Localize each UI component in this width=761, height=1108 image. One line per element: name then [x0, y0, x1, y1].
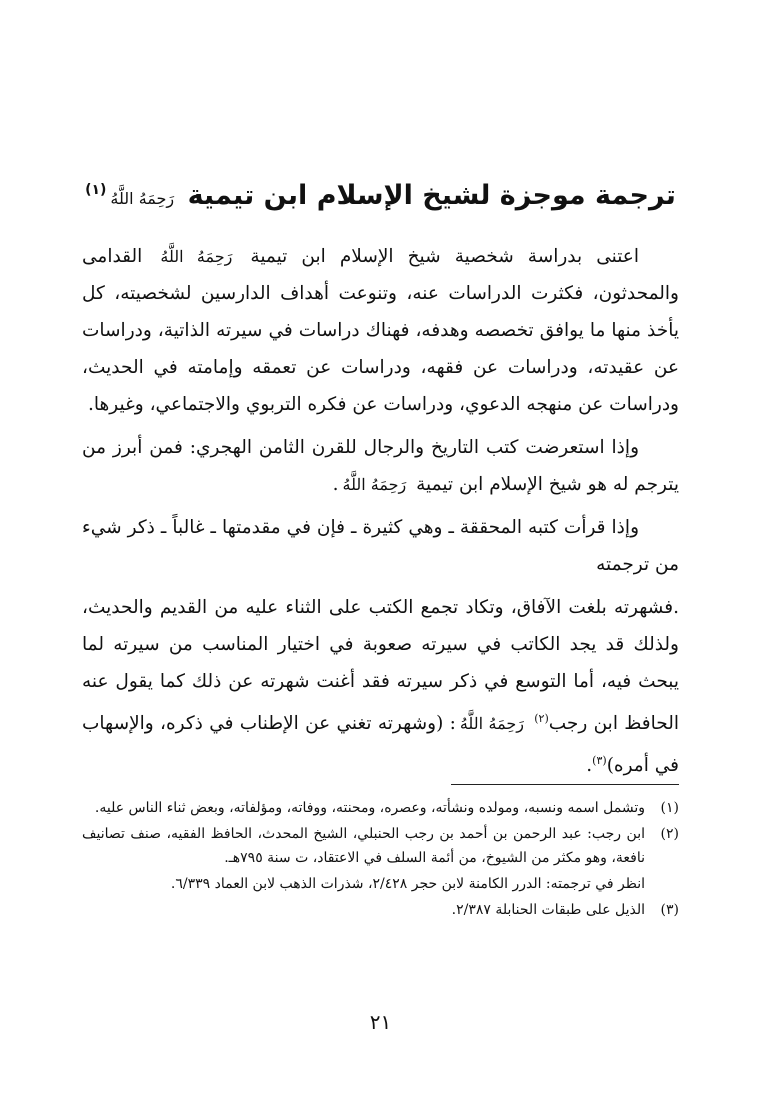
footnote-2-text: ابن رجب: عبد الرحمن بن أحمد بن رجب الحنبلي، الشيخ المحدث، الحافظ الفقيه، صنف تصانيف نافعة، وهو مكثر من الشيوخ، من أئمة السلف في الاعتقاد، ت سنة ٧٩٥هـ.: [82, 826, 645, 866]
paragraph-4: [82, 589, 679, 784]
footnote-2-number: (٢): [660, 826, 679, 842]
footnote-1: [82, 796, 679, 820]
paragraph-1-part1: اعتنى بدراسة شخصية شيخ الإسلام ابن تيمية: [250, 246, 639, 267]
paragraph-2: [82, 429, 679, 503]
paragraph-2-part1: وإذا استعرضت كتب التاريخ والرجال للقرن الثامن الهجري: فمن أبرز من يترجم له هو شيخ الإسلام ابن تيمية: [82, 437, 679, 495]
paragraph-4-part1: .فشهرته بلغت الآفاق، وتكاد تجمع الكتب على الثناء عليه من القديم والحديث، ولذلك قد يجد الكاتب في سيرته صعوبة في اختيار المناسب من سيرته لما يبحث فيه، أما التوسع في ذكر سيرته فقد أغنت شهرته عن ذلك كما يقول عنه الحافظ ابن رجب: [82, 597, 679, 735]
footnote-2-sources: انظر في ترجمته: الدرر الكامنة لابن حجر ٢/٤٢٨، شذرات الذهب لابن العماد ٦/٣٣٩.: [170, 876, 645, 892]
footnote-3: [82, 898, 679, 922]
paragraph-4-part3: .: [586, 755, 593, 777]
paragraph-1-part2: القدامى والمحدثون، فكثرت الدراسات عنه، وتنوعت أهداف الدارسين لشخصيته، كل يأخذ منها ما يوافق تخصصه وهدفه، فهناك دراسات في سيرته الذاتية، ودراسات عن عقيدته، ودراسات عن فقهه، ودراسات عن تعمقه وإمامته في الحديث، ودراسات عن منهجه الدعوي، ودراسات عن فكره التربوي والاجتماعي، وغيرها.: [82, 246, 679, 415]
title-footnote-ref: (١): [85, 182, 107, 199]
title-honorific: رَحِمَهُ اللَّهُ: [110, 189, 175, 209]
paragraph-1-honorific: رَحِمَهُ اللَّهُ: [160, 247, 233, 266]
footnote-1-number: (١): [660, 800, 679, 816]
footnote-ref-2: (٢): [534, 712, 549, 725]
footnote-ref-3: (٣): [592, 754, 607, 768]
paragraph-4-part2: : (وشهرته تغني عن الإطناب في ذكره، والإسهاب في أمره): [82, 713, 679, 777]
footnote-3-text: الذيل على طبقات الحنابلة ٢/٣٨٧.: [451, 902, 645, 918]
footnote-2: [82, 822, 679, 870]
footnotes: [82, 796, 679, 924]
body-text: [82, 238, 679, 790]
paragraph-4-honorific: رَحِمَهُ اللَّهُ: [459, 714, 524, 734]
paragraph-1: [82, 238, 679, 423]
title-text: ترجمة موجزة لشيخ الإسلام ابن تيمية: [187, 180, 676, 212]
footnote-1-text: وتشمل اسمه ونسبه، ومولده ونشأته، وعصره، ومحنته، ووفاته، ومؤلفاته، وبعض ثناء الناس عليه.: [94, 800, 645, 816]
footnote-3-number: (٣): [660, 902, 679, 918]
page-title: [80, 178, 681, 213]
paragraph-2-part2: .: [332, 474, 339, 495]
page-number: ٢١: [369, 1010, 392, 1034]
paragraph-2-honorific: رَحِمَهُ اللَّهُ: [342, 475, 407, 494]
paragraph-3: [82, 509, 679, 583]
paragraph-3-text: وإذا قرأت كتبه المحققة ـ وهي كثيرة ـ فإن في مقدمتها ـ غالباً ـ ذكر شيء من ترجمته: [82, 517, 679, 575]
footnote-separator: [451, 784, 679, 785]
